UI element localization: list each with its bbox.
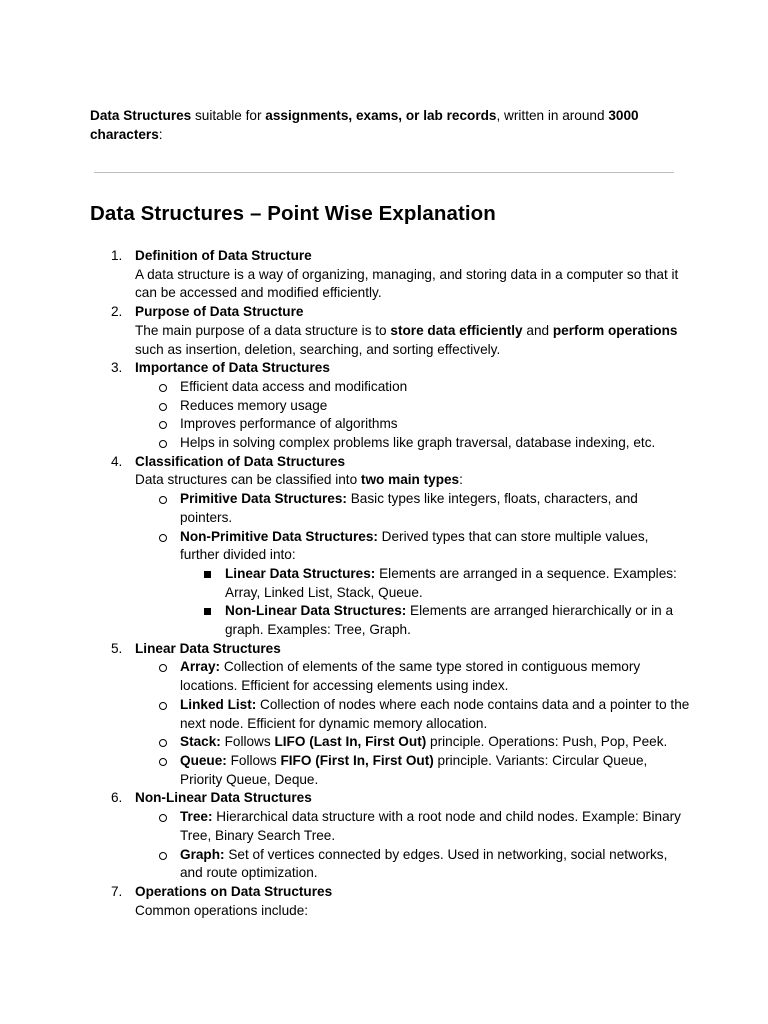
sub-list-item	[135, 378, 690, 397]
sub-item-text	[180, 846, 690, 883]
item-number: 6.	[111, 790, 123, 806]
item-title	[135, 303, 690, 322]
item-description	[135, 322, 690, 359]
sub-item-text	[180, 658, 690, 695]
hollow-bullet-icon	[159, 664, 167, 672]
sub-item-text	[180, 733, 690, 752]
nested-sub-list	[180, 565, 690, 640]
item-number: 3.	[111, 360, 123, 376]
bold-text: Linear Data Structures:	[225, 565, 376, 581]
list-item	[90, 453, 690, 640]
bold-text: 3000 characters	[90, 108, 639, 142]
point-list	[90, 247, 690, 920]
hollow-bullet-icon	[159, 814, 167, 822]
sub-list-item	[135, 490, 690, 527]
item-description	[135, 266, 690, 303]
item-title	[135, 359, 690, 378]
bold-text: FIFO (First In, First Out)	[280, 752, 434, 768]
text-run: The main purpose of a data structure is to	[135, 322, 391, 338]
text-run: :	[158, 127, 163, 142]
text-run: Follows	[220, 734, 275, 750]
bold-text: Graph:	[180, 846, 225, 862]
nested-item-text	[225, 565, 690, 602]
sub-item-text	[180, 490, 690, 527]
sub-list-item	[135, 397, 690, 416]
item-title-text: Classification of Data Structures	[135, 453, 345, 469]
square-bullet-icon	[204, 571, 211, 578]
item-number: 2.	[111, 304, 123, 320]
bold-text: Array:	[180, 659, 221, 675]
item-title-text: Definition of Data Structure	[135, 248, 312, 263]
hollow-bullet-icon	[159, 702, 167, 710]
sub-list-item	[135, 846, 690, 883]
sub-list-item	[135, 808, 690, 845]
text-run: Reduces memory usage	[180, 397, 328, 413]
sub-item-text	[180, 378, 690, 397]
item-number: 4.	[111, 453, 123, 469]
list-item	[90, 247, 690, 303]
bold-text: two main types	[360, 472, 460, 488]
item-number: 5.	[111, 640, 123, 656]
text-run: Basic types like integers, floats, characters, and pointers.	[180, 491, 638, 525]
bold-text: Primitive Data Structures:	[180, 491, 347, 507]
bold-text: Non-Primitive Data Structures:	[180, 528, 378, 544]
sub-item-text	[180, 528, 690, 565]
sub-list-item	[135, 752, 690, 789]
bold-text: Stack:	[180, 734, 221, 750]
bold-text: LIFO (Last In, First Out)	[274, 734, 427, 750]
nested-item-text	[225, 602, 690, 639]
sub-item-text	[180, 434, 690, 453]
text-run: Data structures can be classified into	[135, 472, 361, 488]
text-run: Derived types that can store multiple values, further divided into:	[180, 528, 649, 563]
bold-text: store data efficiently	[390, 322, 523, 338]
item-title	[135, 883, 690, 902]
sub-item-text	[180, 415, 690, 434]
sub-item-text	[180, 696, 690, 733]
item-title-text: Importance of Data Structures	[135, 360, 330, 376]
sub-list	[135, 378, 690, 453]
item-title	[135, 453, 690, 472]
list-item	[90, 883, 690, 920]
list-item	[90, 789, 690, 883]
list-item	[90, 303, 690, 359]
hollow-bullet-icon	[159, 440, 167, 448]
text-run: Elements are arranged hierarchically or in a graph. Examples: Tree, Graph.	[225, 603, 673, 638]
item-title	[135, 247, 690, 266]
text-run: Improves performance of algorithms	[180, 416, 398, 432]
text-run: Elements are arranged in a sequence. Examples: Array, Linked List, Stack, Queue.	[225, 565, 677, 600]
sub-list	[135, 808, 690, 883]
nested-list-item	[180, 565, 690, 602]
item-number: 1.	[111, 248, 123, 263]
sub-list-item	[135, 528, 690, 640]
hollow-bullet-icon	[159, 739, 167, 747]
text-run: Set of vertices connected by edges. Used in networking, social networks, and route optimization.	[180, 846, 668, 881]
hollow-bullet-icon	[159, 421, 167, 429]
item-title	[135, 789, 690, 808]
text-run: principle. Variants: Circular Queue, Priority Queue, Deque.	[180, 752, 648, 787]
text-run: Collection of nodes where each node contains data and a pointer to the next node. Efficient for dynamic memory allocation.	[180, 696, 690, 731]
text-run: principle. Operations: Push, Pop, Peek.	[426, 734, 668, 750]
sub-list-item	[135, 733, 690, 752]
item-title-text: Operations on Data Structures	[135, 883, 333, 899]
horizontal-divider	[94, 172, 674, 173]
text-run: such as insertion, deletion, searching, and sorting effectively.	[135, 341, 501, 357]
item-description	[135, 902, 690, 921]
bold-text: assignments, exams, or lab records	[265, 108, 497, 123]
text-run: Helps in solving complex problems like graph traversal, database indexing, etc.	[180, 435, 656, 451]
sub-list	[135, 658, 690, 789]
hollow-bullet-icon	[159, 534, 167, 542]
bold-text: Data Structures	[90, 108, 192, 123]
nested-list-item	[180, 602, 690, 639]
item-title	[135, 640, 690, 659]
sub-list	[135, 490, 690, 640]
hollow-bullet-icon	[159, 758, 167, 766]
text-run: Hierarchical data structure with a root node and child nodes. Example: Binary Tree, Binary Search Tree.	[180, 809, 681, 843]
square-bullet-icon	[204, 608, 211, 615]
text-run: Common operations include:	[135, 902, 309, 918]
item-title-text: Purpose of Data Structure	[135, 304, 304, 320]
bold-text: Queue:	[180, 752, 227, 768]
hollow-bullet-icon	[159, 852, 167, 860]
sub-list-item	[135, 434, 690, 453]
bold-text: Non-Linear Data Structures:	[225, 603, 407, 619]
intro-paragraph	[90, 106, 680, 144]
hollow-bullet-icon	[159, 496, 167, 504]
sub-item-text	[180, 397, 690, 416]
text-run: Collection of elements of the same type stored in contiguous memory locations. Efficient for accessing elements using index.	[180, 659, 641, 694]
bold-text: Tree:	[180, 809, 213, 825]
text-run: Follows	[226, 752, 281, 768]
item-description	[135, 471, 690, 490]
hollow-bullet-icon	[159, 384, 167, 392]
text-run: Efficient data access and modification	[180, 378, 408, 394]
text-run: and	[522, 322, 553, 338]
text-run: suitable for	[191, 108, 266, 123]
hollow-bullet-icon	[159, 403, 167, 411]
sub-item-text	[180, 752, 690, 789]
sub-list-item	[135, 658, 690, 695]
item-title-text: Linear Data Structures	[135, 640, 281, 656]
sub-list-item	[135, 415, 690, 434]
page-title: Data Structures – Point Wise Explanation	[90, 202, 496, 225]
list-item	[90, 359, 690, 453]
sub-item-text	[180, 808, 690, 845]
text-run: , written in around	[496, 108, 609, 123]
bold-text: perform operations	[552, 322, 678, 338]
item-title-text: Non-Linear Data Structures	[135, 790, 312, 806]
text-run: A data structure is a way of organizing, managing, and storing data in a computer so that it can be accessed and modified efficiently.	[135, 266, 679, 301]
bold-text: Linked List:	[180, 696, 257, 712]
sub-list-item	[135, 696, 690, 733]
list-item	[90, 640, 690, 790]
item-number: 7.	[111, 883, 123, 899]
text-run: :	[459, 472, 463, 488]
